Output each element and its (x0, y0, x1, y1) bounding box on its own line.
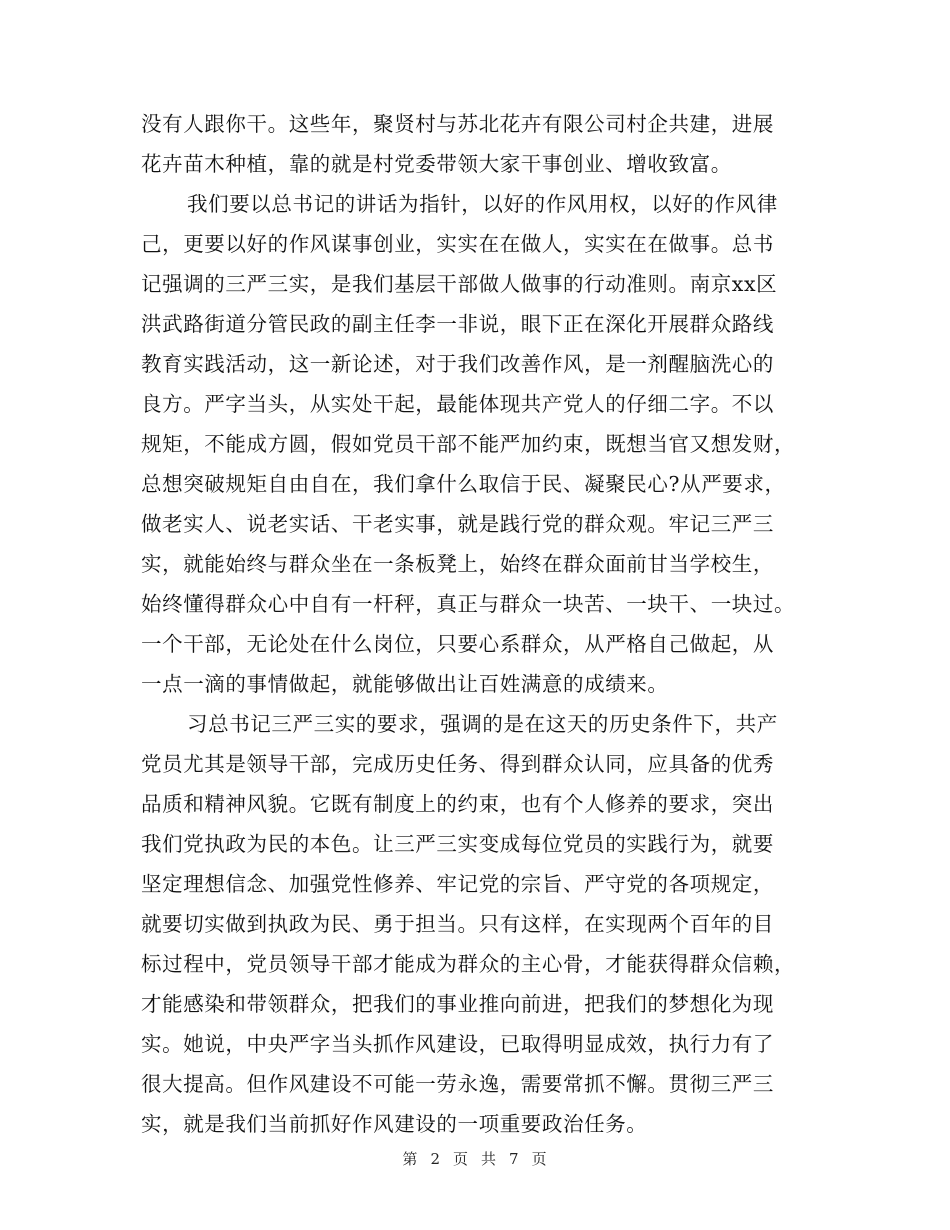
current-page-number: 2 (430, 1150, 441, 1168)
paragraph (141, 104, 811, 184)
text-line: 品质和精神风貌。它既有制度上的约束，也有个人修养的要求，突出 (141, 792, 774, 816)
text-line: 始终懂得群众心中自有一杆秤，真正与群众一块苦、一块干、一块过。 (141, 592, 796, 616)
document-body (141, 104, 811, 1144)
text-line: 才能感染和带领群众，把我们的事业推向前进，把我们的梦想化为现 (141, 992, 774, 1016)
text-line: 标过程中，党员领导干部才能成为群众的主心骨，才能获得群众信赖， (141, 952, 796, 976)
text-line: 一个干部，无论处在什么岗位，只要心系群众，从严格自己做起，从 (141, 632, 774, 656)
text-line: 教育实践活动，这一新论述，对于我们改善作风，是一剂醒脑洗心的 (141, 352, 774, 376)
text-line: 坚定理想信念、加强党性修养、牢记党的宗旨、严守党的各项规定， (141, 872, 774, 896)
text-line: 就要切实做到执政为民、勇于担当。只有这样，在实现两个百年的目 (141, 912, 774, 936)
total-page-count: 7 (509, 1150, 520, 1168)
footer-label-prefix: 第 (402, 1150, 419, 1168)
text-line: 党员尤其是领导干部，完成历史任务、得到群众认同，应具备的优秀 (141, 752, 774, 776)
text-line: 实，就能始终与群众坐在一条板凳上，始终在群众面前甘当学校生， (141, 552, 774, 576)
page-number-footer (0, 1148, 950, 1169)
text-line: 规矩，不能成方圆，假如党员干部不能严加约束，既想当官又想发财， (141, 432, 796, 456)
text-line: 花卉苗木种植，靠的就是村党委带领大家干事创业、增收致富。 (141, 152, 732, 176)
text-line: 做老实人、说老实话、干老实事，就是践行党的群众观。牢记三严三 (141, 512, 774, 536)
footer-label-suffix: 页 (531, 1150, 548, 1168)
text-line: 记强调的三严三实，是我们基层干部做人做事的行动准则。南京xx区 (141, 272, 778, 296)
text-line: 很大提高。但作风建设不可能一劳永逸，需要常抓不懈。贯彻三严三 (141, 1072, 774, 1096)
text-line: 己，更要以好的作风谋事创业，实实在在做人，实实在在做事。总书 (141, 232, 774, 256)
text-line: 洪武路街道分管民政的副主任李一非说，眼下正在深化开展群众路线 (141, 312, 774, 336)
footer-label-total: 共 (481, 1150, 498, 1168)
paragraph (141, 704, 811, 1144)
text-line: 总想突破规矩自由自在，我们拿什么取信于民、凝聚民心?从严要求， (141, 472, 786, 496)
text-line: 我们党执政为民的本色。让三严三实变成每位党员的实践行为，就要 (141, 832, 774, 856)
footer-label-page: 页 (452, 1150, 469, 1168)
text-line: 没有人跟你干。这些年，聚贤村与苏北花卉有限公司村企共建，进展 (141, 112, 774, 136)
text-line: 一点一滴的事情做起，就能够做出让百姓满意的成绩来。 (141, 672, 669, 696)
text-line: 实，就是我们当前抓好作风建设的一项重要政治任务。 (141, 1112, 648, 1136)
text-line: 良方。严字当头，从实处干起，最能体现共产党人的仔细二字。不以 (141, 392, 774, 416)
text-line: 我们要以总书记的讲话为指针，以好的作风用权，以好的作风律 (187, 192, 778, 216)
paragraph (141, 184, 811, 704)
text-line: 实。她说，中央严字当头抓作风建设，已取得明显成效，执行力有了 (141, 1032, 774, 1056)
text-line: 习总书记三严三实的要求，强调的是在这天的历史条件下，共产 (187, 712, 778, 736)
